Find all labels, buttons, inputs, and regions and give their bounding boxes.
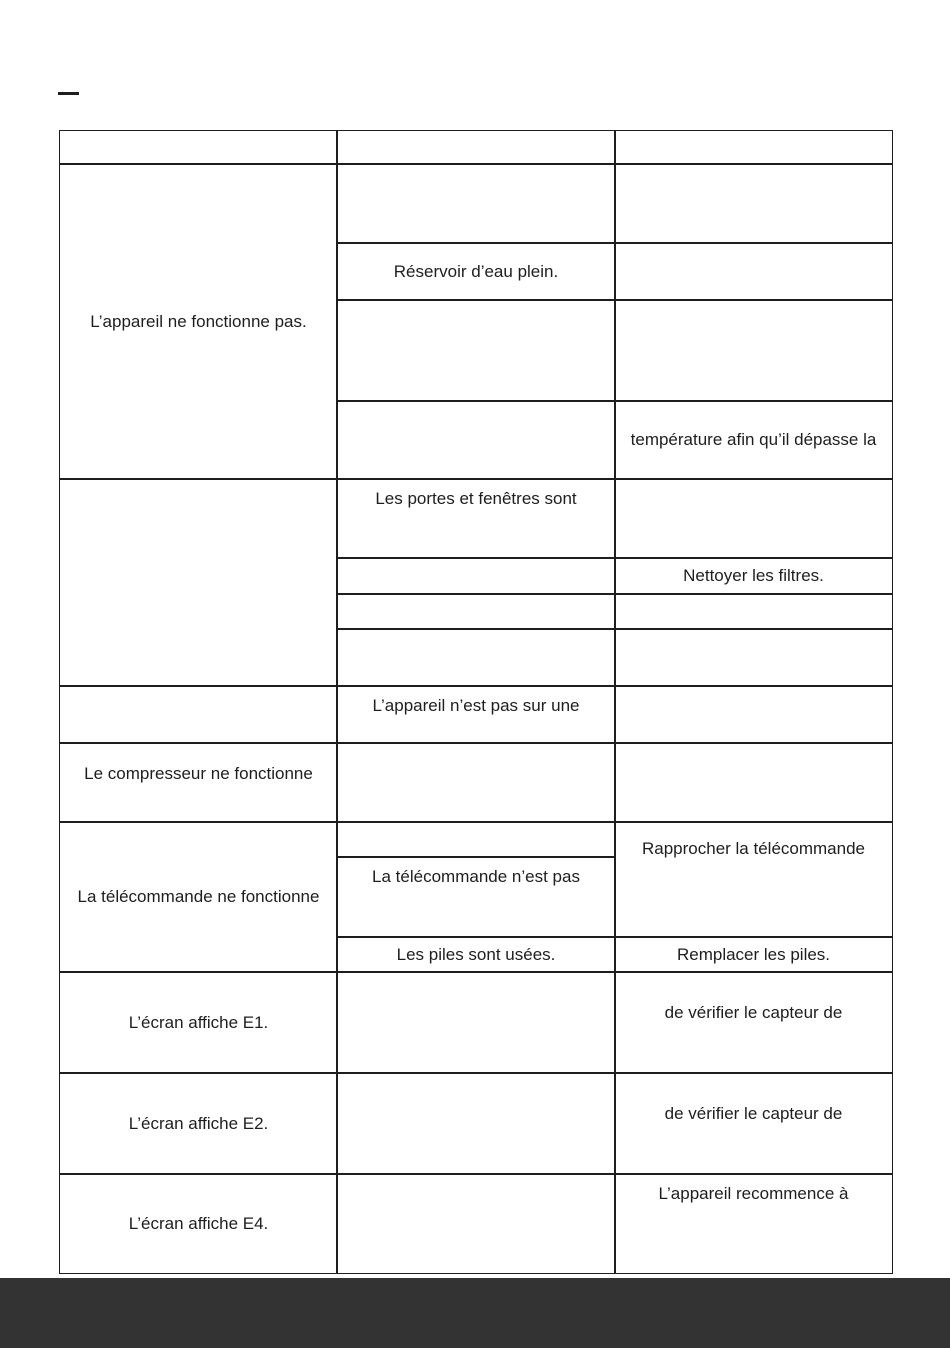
- cause-cell: [336, 628, 616, 687]
- cause-text: Réservoir d’eau plein.: [393, 261, 559, 281]
- solution-cell: [614, 1072, 893, 1175]
- cause-cell: [336, 242, 616, 301]
- solution-text: L’appareil recommence à: [658, 1184, 849, 1203]
- header-cell-solution: [614, 130, 893, 165]
- problem-text: L’écran affiche E1.: [128, 1012, 269, 1032]
- problem-cell: [59, 685, 338, 744]
- problem-cell: [59, 1072, 338, 1175]
- problem-text: L’écran affiche E4.: [128, 1213, 269, 1233]
- problem-cell: [59, 163, 338, 480]
- solution-text: Remplacer les piles.: [676, 944, 831, 964]
- cause-cell: [336, 971, 616, 1074]
- problem-cell: [59, 478, 338, 687]
- solution-cell: [614, 628, 893, 687]
- solution-text: Nettoyer les filtres.: [683, 566, 824, 585]
- solution-cell: [614, 400, 893, 480]
- problem-cell: [59, 742, 338, 823]
- solution-cell: [614, 742, 893, 823]
- problem-cell: [59, 821, 338, 973]
- problem-text: Le compresseur ne fonctionne: [84, 764, 313, 783]
- header-cell-cause: [336, 130, 616, 165]
- cause-text: Les piles sont usées.: [396, 944, 556, 964]
- header-cell-problem: [59, 130, 338, 165]
- footer-bar: [0, 1278, 950, 1348]
- cause-cell: [336, 936, 616, 973]
- solution-cell: [614, 685, 893, 744]
- solution-cell: [614, 936, 893, 973]
- solution-cell: [614, 299, 893, 402]
- cause-cell: [336, 163, 616, 244]
- cause-text: L’appareil n’est pas sur une: [372, 696, 580, 715]
- cause-cell: [336, 685, 616, 744]
- cause-text: Les portes et fenêtres sont: [375, 489, 577, 508]
- cause-text: La télécommande n’est pas: [372, 867, 580, 886]
- cause-cell: [336, 1072, 616, 1175]
- solution-text: de vérifier le capteur de: [664, 1104, 843, 1123]
- problem-cell: [59, 971, 338, 1074]
- solution-cell: [614, 478, 893, 559]
- cause-cell: [336, 299, 616, 402]
- solution-text: de vérifier le capteur de: [664, 1003, 843, 1022]
- solution-cell: [614, 557, 893, 595]
- solution-cell: [614, 593, 893, 630]
- solution-cell: [614, 1173, 893, 1274]
- problem-text: La télécommande ne fonctionne: [77, 887, 320, 906]
- cause-cell: [336, 557, 616, 595]
- solution-text: température afin qu’il dépasse la: [630, 430, 877, 449]
- solution-cell: [614, 163, 893, 244]
- problem-text: L’écran affiche E2.: [128, 1113, 269, 1133]
- solution-cell: [614, 242, 893, 301]
- solution-text: Rapprocher la télécommande: [641, 839, 865, 858]
- solution-cell: [614, 821, 893, 938]
- cause-cell: [336, 821, 616, 858]
- problem-text: L’appareil ne fonctionne pas.: [90, 311, 307, 331]
- cause-cell: [336, 478, 616, 559]
- cause-cell: [336, 856, 616, 938]
- problem-cell: [59, 1173, 338, 1274]
- cause-cell: [336, 593, 616, 630]
- solution-cell: [614, 971, 893, 1074]
- cause-cell: [336, 400, 616, 480]
- cause-cell: [336, 1173, 616, 1274]
- cause-cell: [336, 742, 616, 823]
